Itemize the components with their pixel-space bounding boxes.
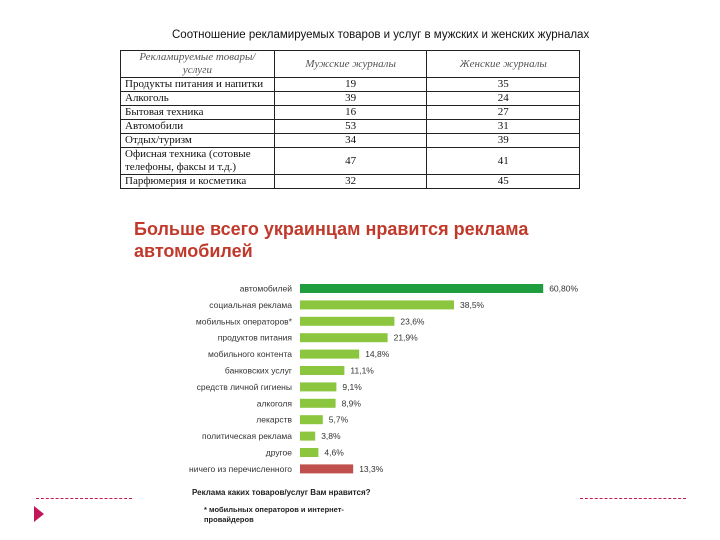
table-row: [121, 120, 580, 134]
value-label: 3,8%: [321, 431, 341, 442]
value-label: 38,5%: [460, 299, 485, 310]
value-label: 5,7%: [328, 414, 349, 425]
category-label: социальная реклама: [209, 299, 292, 310]
row-men-value: 16: [274, 106, 427, 120]
category-label: мобильных операторов*: [195, 316, 292, 327]
chart-footnote: * мобильных операторов и интернет-провайдеров: [204, 505, 344, 524]
table-title: Соотношение рекламируемых товаров и услуг в мужских и женских журналах: [172, 29, 590, 41]
value-label: 14,8%: [365, 349, 390, 360]
value-label: 13,3%: [359, 463, 384, 474]
column-header-women: Женские журналы: [427, 51, 580, 78]
value-label: 21,9%: [393, 332, 418, 343]
value-label: 9,1%: [342, 381, 362, 392]
value-label: 60,80%: [549, 283, 579, 294]
table-row: [121, 78, 580, 92]
row-women-value: 31: [427, 120, 580, 134]
row-men-value: 19: [274, 78, 427, 92]
right-dashed-divider: [580, 498, 686, 499]
table-row: [121, 92, 580, 106]
bar: [300, 432, 315, 441]
value-label: 11,1%: [350, 365, 374, 376]
bar: [300, 448, 318, 457]
bar: [300, 317, 394, 326]
row-women-value: 45: [427, 175, 580, 189]
row-men-value: 39: [274, 92, 427, 106]
row-women-value: 39: [427, 134, 580, 148]
magazine-ads-table: [120, 50, 580, 189]
value-label: 4,6%: [324, 447, 344, 458]
chart-question: Реклама каких товаров/услуг Вам нравится?: [192, 488, 371, 497]
bar: [300, 366, 344, 375]
category-label: политическая реклама: [201, 431, 292, 442]
row-women-value: 41: [427, 148, 580, 175]
bar: [300, 333, 388, 342]
row-item: Алкоголь: [121, 92, 275, 106]
row-men-value: 53: [274, 120, 427, 134]
chart-title: Больше всего украинцам нравится реклама автомобилей: [134, 219, 529, 261]
bar: [300, 300, 454, 309]
category-label: банковских услуг: [224, 365, 292, 376]
category-label: автомобилей: [239, 283, 292, 294]
row-women-value: 24: [427, 92, 580, 106]
row-item: Автомобили: [121, 120, 275, 134]
ad-preference-bar-chart: [130, 278, 600, 478]
category-label: продуктов питания: [217, 332, 292, 343]
category-label: средств личной гигиены: [196, 381, 292, 392]
table-row: [121, 106, 580, 120]
column-header-men: Мужские журналы: [274, 51, 427, 78]
bar: [300, 399, 336, 408]
row-men-value: 47: [274, 148, 427, 175]
category-label: алкоголя: [256, 398, 292, 409]
row-item: Офисная техника (сотовые телефоны, факсы и т.д.): [121, 148, 275, 175]
bar: [300, 464, 353, 473]
row-item: Отдых/туризм: [121, 134, 275, 148]
bar: [300, 415, 323, 424]
slide-arrow-icon: [34, 506, 44, 522]
bar: [300, 350, 359, 359]
row-item: Бытовая техника: [121, 106, 275, 120]
table-row: [121, 134, 580, 148]
category-label: мобильного контента: [208, 349, 292, 360]
row-women-value: 27: [427, 106, 580, 120]
column-header-item: Рекламируемые товары/услуги: [121, 51, 275, 78]
bar: [300, 382, 336, 391]
row-men-value: 32: [274, 175, 427, 189]
category-label: лекарств: [256, 414, 292, 425]
category-label: ничего из перечисленного: [189, 463, 292, 474]
table-row: [121, 148, 580, 175]
row-item: Парфюмерия и косметика: [121, 175, 275, 189]
value-label: 23,6%: [400, 316, 425, 327]
row-item: Продукты питания и напитки: [121, 78, 275, 92]
left-dashed-divider: [36, 498, 132, 499]
bar: [300, 284, 543, 293]
value-label: 8,9%: [341, 398, 361, 409]
row-women-value: 35: [427, 78, 580, 92]
table-header-row: [121, 51, 580, 78]
table-row: [121, 175, 580, 189]
row-men-value: 34: [274, 134, 427, 148]
category-label: другое: [265, 447, 292, 458]
